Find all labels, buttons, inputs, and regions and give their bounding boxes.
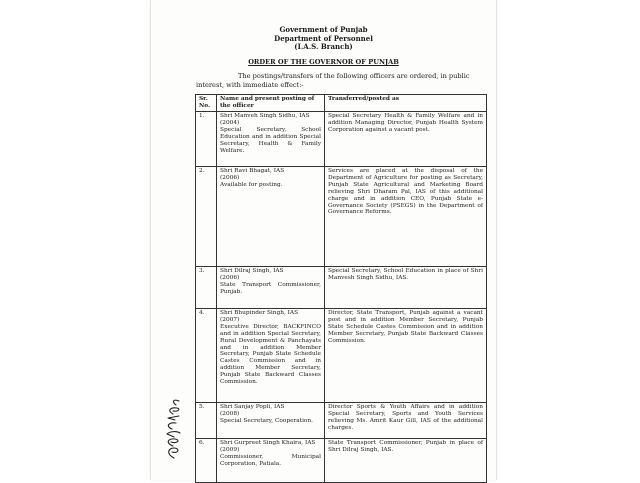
table-row: [196, 439, 487, 483]
table-row: [196, 112, 487, 167]
officer-posting: Available for posting.: [220, 181, 283, 188]
officer-posting: Commissioner, Municipal Corporation, Patiala.: [220, 453, 321, 467]
officer-posting: State Transport Commissioner, Punjab.: [220, 281, 321, 295]
row-officer: [217, 403, 325, 439]
officer-posting: Special Secretary, School Education and in addition Special Secretary, Health & Family Welfare.: [220, 126, 321, 154]
table-row: [196, 309, 487, 403]
officer-posting: Special Secretary, Cooperation.: [220, 417, 313, 424]
order-title: ORDER OF THE GOVERNOR OF PUNJAB: [248, 58, 399, 66]
row-transfer: Special Secretary Health & Family Welfare and in addition Managing Director, Punjab Health System Corporation against a vacant post.: [325, 112, 487, 167]
header-department: Department of Personnel: [274, 33, 373, 43]
handwritten-signature-icon: [160, 398, 188, 460]
row-transfer: Services are placed at the disposal of the Department of Agriculture for posting as Secretary, Punjab State Agricultural and Marketing Board relieving Shri Dharam Pal, IAS of this additional charge and in addition CEO, Punjab State e-Governance Society (PSEGS) in the Department of Governance Reforms.: [325, 167, 487, 267]
row-sr: 3.: [196, 267, 217, 309]
row-transfer: Director Sports & Youth Affairs and in addition Special Secretary, Sports and Youth Services relieving Ms. Amrit Kaur Gill, IAS of the additional charges.: [325, 403, 487, 439]
table-row: [196, 167, 487, 267]
officer-batch: (2007): [220, 316, 240, 323]
postings-table: [195, 94, 487, 483]
row-officer: [217, 309, 325, 403]
row-officer: [217, 112, 325, 167]
officer-batch: (2008): [220, 410, 240, 417]
row-officer: [217, 267, 325, 309]
document-header: [151, 26, 496, 52]
row-sr: 2.: [196, 167, 217, 267]
officer-name: Shri Bhupinder Singh, IAS: [220, 310, 299, 316]
officer-name: Shri Sanjay Popli, IAS: [220, 404, 285, 410]
table-row: [196, 403, 487, 439]
table-row: [196, 267, 487, 309]
row-sr: 6.: [196, 439, 217, 483]
officer-batch: (2004): [220, 119, 240, 126]
header-name-posting: Name and present posting of the officer: [217, 95, 325, 112]
row-officer: [217, 167, 325, 267]
officer-name: Shri Manveh Singh Sidhu, IAS: [220, 113, 310, 119]
intro-paragraph: The postings/transfers of the following officers are ordered, in public interest, with immediate effect:-: [196, 72, 470, 89]
row-officer: [217, 439, 325, 483]
row-transfer: State Transport Commissioner, Punjab in place of Shri Dilraj Singh, IAS.: [325, 439, 487, 483]
row-transfer: Director, State Transport, Punjab against a vacant post and in addition Member Secretary, Punjab State Schedule Castes Commission and in addition Member Secretary, Punjab State Backward Classes Commission.: [325, 309, 487, 403]
officer-name: Shri Dilraj Singh, IAS: [220, 268, 284, 274]
document-page: [150, 0, 497, 480]
officer-name: Shri Gurpreet Singh Khaira, IAS: [220, 440, 316, 446]
officer-batch: (2009): [220, 446, 240, 453]
header-transferred: Transferred/posted as: [325, 95, 487, 112]
row-sr: 1.: [196, 112, 217, 167]
header-sr-no: Sr. No.: [196, 95, 217, 112]
header-government: Government of Punjab: [279, 25, 368, 34]
row-sr: 4.: [196, 309, 217, 403]
officer-posting: Executive Director, BACKFINCO and in addition Special Secretary, Rural Development & Panchayats and in addition Member Secretary, Punjab State Schedule Castes Commission and in addition Member Secretary, Punjab State Backward Classes Commission.: [220, 323, 321, 386]
officer-batch: (2006): [220, 274, 240, 281]
header-branch: (I.A.S. Branch): [294, 42, 353, 51]
row-sr: 5.: [196, 403, 217, 439]
row-transfer: Special Secretary, School Education in place of Shri Manvesh Singh Sidhu, IAS.: [325, 267, 487, 309]
officer-batch: (2006): [220, 174, 240, 181]
table-header-row: [196, 95, 487, 112]
officer-name: Shri Ravi Bhagat, IAS: [220, 168, 285, 174]
